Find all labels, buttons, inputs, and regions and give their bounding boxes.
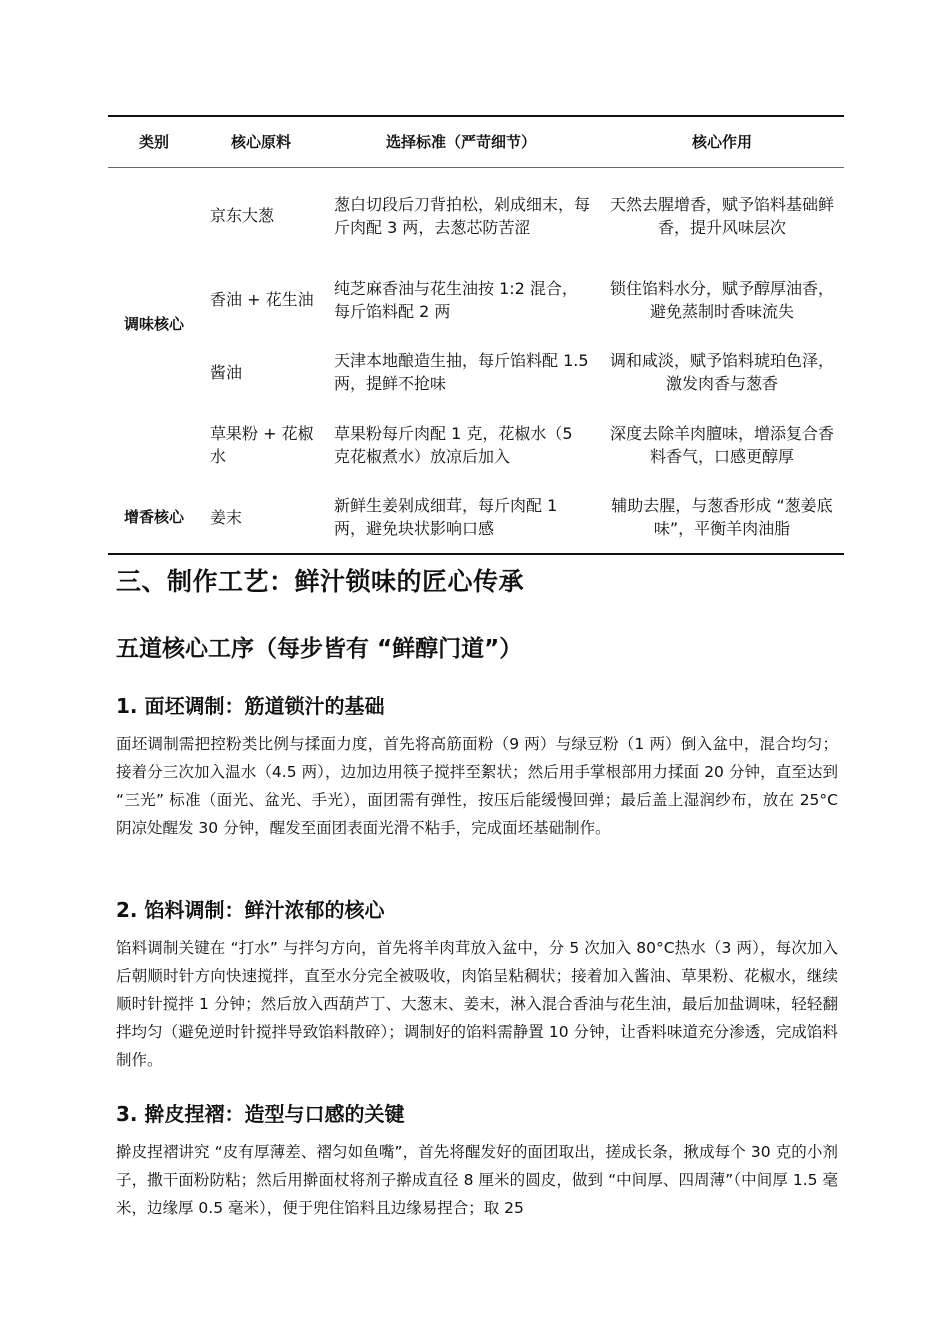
table-row	[108, 409, 844, 482]
standard-cell: 纯芝麻香油与花生油按 1:2 混合，每斤馅料配 2 两	[334, 278, 578, 321]
ingredient-cell: 姜末	[200, 482, 322, 554]
standard-cell: 天津本地酿造生抽，每斤馅料配 1.5 两，提鲜不抢味	[334, 351, 589, 393]
standard-cell: 新鲜生姜剁成细茸，每斤肉配 1 两，避免块状影响口感	[322, 482, 600, 554]
subsection-title: 五道核心工序（每步皆有 “鲜醇门道”）	[116, 636, 523, 662]
role-cell: 调和咸淡，赋予馅料琥珀色泽，激发肉香与葱香	[609, 351, 834, 393]
ingredient-cell: 京东大葱	[210, 206, 275, 226]
table-header-row	[108, 116, 844, 168]
header-ingredient: 核心原料	[200, 116, 322, 168]
table-row	[108, 168, 844, 264]
header-role: 核心作用	[600, 116, 844, 168]
category-cell: 调味核心	[123, 315, 184, 334]
step-title: 2. 馅料调制：鲜汁浓郁的核心	[116, 898, 385, 922]
standard-cell: 草果粉每斤肉配 1 克，花椒水（5 克花椒煮水）放凉后加入	[334, 424, 573, 466]
ingredient-cell: 酱油	[210, 362, 243, 382]
step-body: 面坯调制需把控粉类比例与揉面力度，首先将高筋面粉（9 两）与绿豆粉（1 两）倒入盆中，混合均匀；接着分三次加入温水（4.5 两），边加边用筷子搅拌至絮状；然后用手掌根部用力揉面 20 分钟，直至达到 “三光” 标准（面光、盆光、手光），面团需有弹性，按压后能缓慢回弹；最后盖上湿润纱布，放在 25°C阴凉处醒发 30 分钟，醒发至面团表面光滑不粘手，完成面坯基础制作。	[116, 735, 838, 837]
step-title: 1. 面坯调制：筋道锁汁的基础	[116, 694, 385, 718]
table-row	[108, 336, 844, 409]
category-cell: 增香核心	[108, 482, 200, 554]
step-body: 馅料调制关键在 “打水” 与拌匀方向，首先将羊肉茸放入盆中，分 5 次加入 80°C热水（3 两），每次加入后朝顺时针方向快速搅拌，直至水分完全被吸收，肉馅呈粘稠状；接着加入酱油、草果粉、花椒水，继续顺时针搅拌 1 分钟；然后放入西葫芦丁、大葱末、姜末，淋入混合香油与花生油，最后加盐调味，轻轻翻拌均匀（避免逆时针搅拌导致馅料散碎）；调制好的馅料需静置 10 分钟，让香料味道充分渗透，完成馅料制作。	[116, 939, 838, 1069]
role-cell: 锁住馅料水分，赋予醇厚油香，避免蒸制时香味流失	[609, 278, 834, 321]
header-standard: 选择标准（严苛细节）	[322, 116, 600, 168]
table-row	[108, 482, 844, 554]
ingredient-cell: 草果粉 + 花椒水	[210, 424, 314, 466]
step-body: 擀皮捏褶讲究 “皮有厚薄差、褶匀如鱼嘴”，首先将醒发好的面团取出，搓成长条，揪成每个 30 克的小剂子，撒干面粉防粘；然后用擀面杖将剂子擀成直径 8 厘米的圆皮，做到 “中间厚、四周薄”（中间厚 1.5 毫米，边缘厚 0.5 毫米），便于兜住馅料且边缘易捏合；取 25	[116, 1143, 838, 1217]
ingredients-table	[108, 115, 844, 555]
section-title: 三、制作工艺：鲜汁锁味的匠心传承	[116, 567, 525, 596]
standard-cell: 葱白切段后刀背拍松，剁成细末，每斤肉配 3 两，去葱芯防苦涩	[334, 194, 591, 237]
role-cell: 深度去除羊肉膻味，增添复合香料香气，口感更醇厚	[609, 424, 834, 466]
role-cell: 辅助去腥，与葱香形成 “葱姜底味”，平衡羊肉油脂	[600, 482, 844, 554]
table-row	[108, 264, 844, 336]
step-title: 3. 擀皮捏褶：造型与口感的关键	[116, 1102, 405, 1126]
role-cell: 天然去腥增香，赋予馅料基础鲜香，提升风味层次	[609, 194, 834, 237]
ingredient-cell: 香油 + 花生油	[210, 290, 314, 309]
header-category: 类别	[108, 116, 200, 168]
